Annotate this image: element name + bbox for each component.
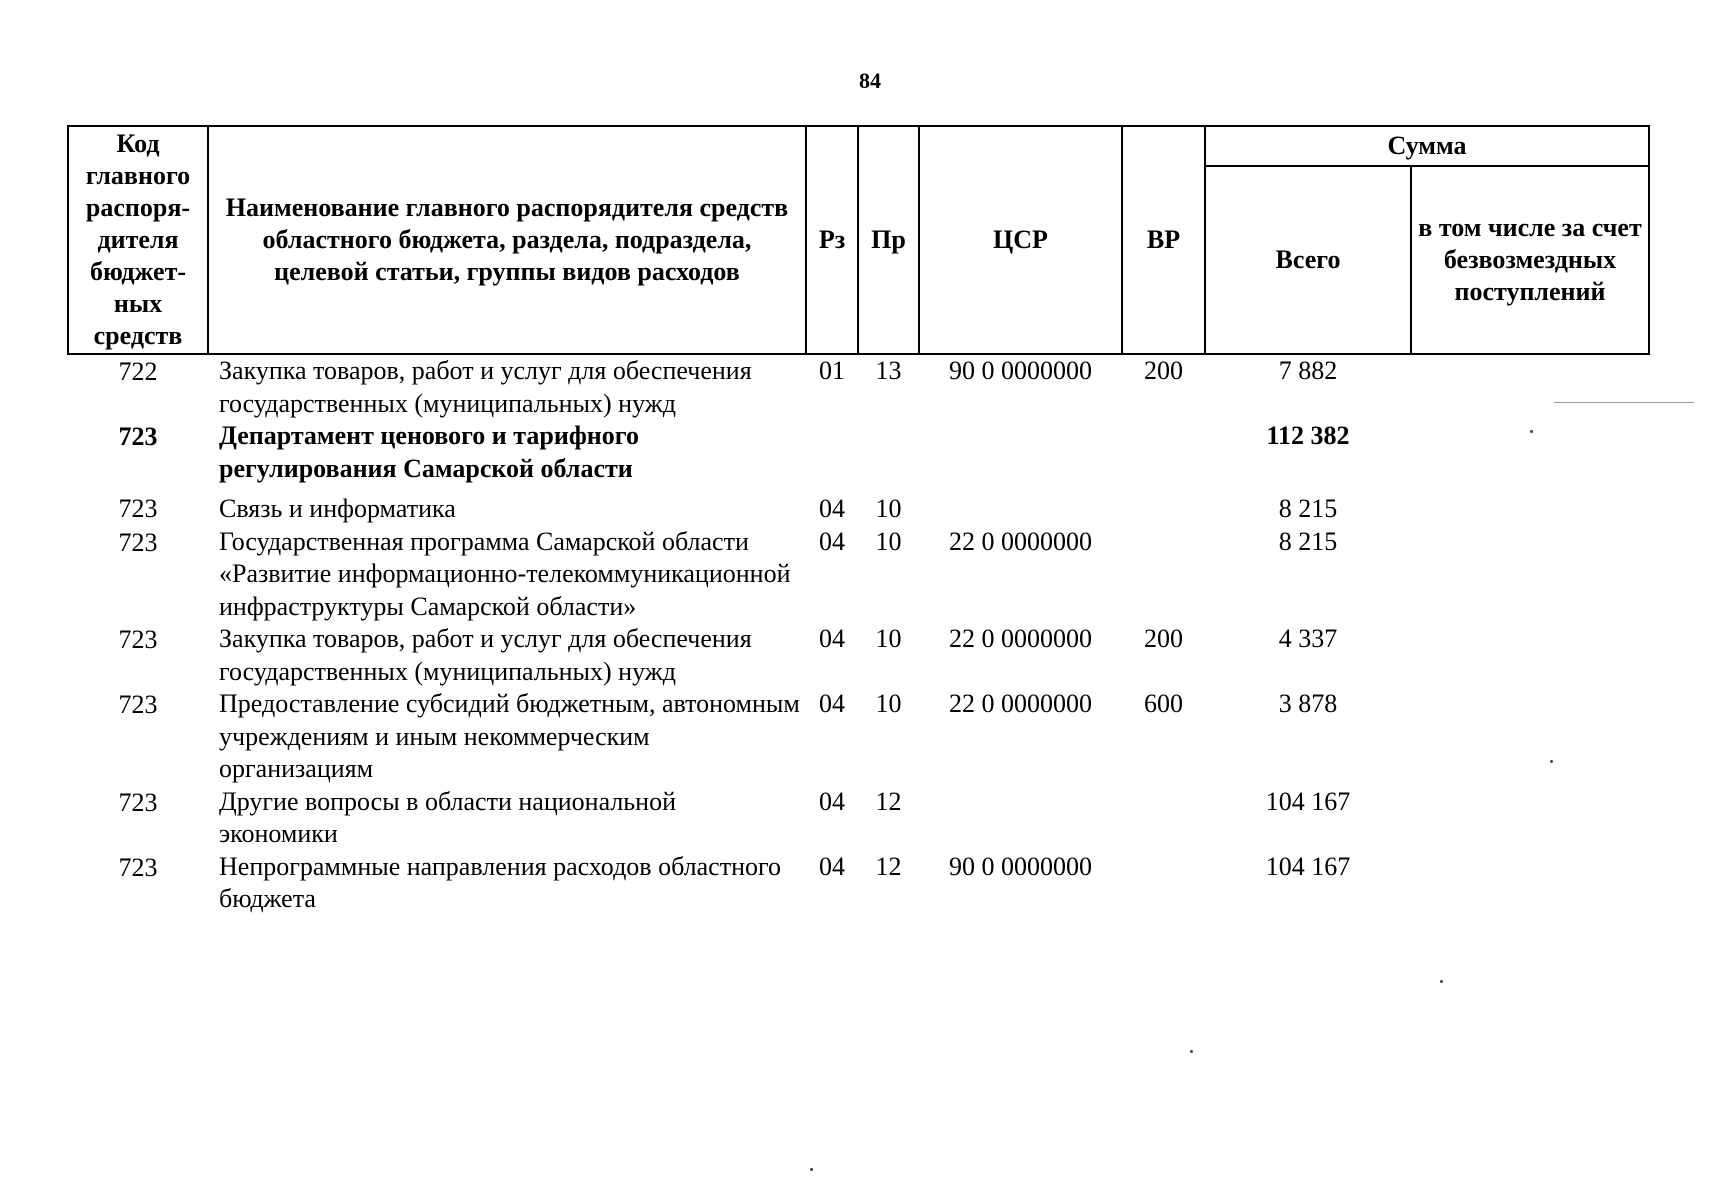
cell-pr: 10	[875, 494, 902, 523]
budget-table	[67, 125, 1650, 916]
cell-vr: 200	[1144, 624, 1183, 653]
cell-code: 722	[118, 357, 158, 386]
cell-rz: 04	[819, 851, 845, 881]
table-row	[68, 354, 1649, 420]
cell-vr	[1122, 786, 1205, 851]
cell-rz: 04	[819, 624, 845, 653]
margin-mark	[1554, 402, 1694, 403]
cell-grants	[1411, 526, 1649, 624]
cell-total: 112 382	[1266, 421, 1350, 450]
cell-code: 723	[118, 625, 158, 654]
cell-name: Другие вопросы в области национальной экономики	[219, 786, 676, 848]
header-rz: Рз	[806, 126, 858, 354]
cell-pr: 10	[875, 624, 902, 653]
header-sum: Сумма	[1205, 126, 1649, 166]
cell-code: 723	[118, 494, 158, 523]
cell-csr: 22 0 0000000	[949, 624, 1092, 653]
cell-rz: 04	[819, 689, 845, 718]
cell-rz	[806, 420, 858, 485]
table-row	[68, 786, 1649, 851]
cell-rz: 01	[819, 356, 845, 385]
cell-name: Закупка товаров, работ и услуг для обеспечения государственных (муниципальных) нужд	[219, 624, 752, 686]
cell-vr	[1122, 485, 1205, 526]
cell-csr: 90 0 0000000	[949, 851, 1092, 881]
header-pr: Пр	[858, 126, 919, 354]
header-grants: в том числе за счет безвозмездных поступлений	[1411, 166, 1649, 354]
scan-speck	[810, 1168, 813, 1171]
cell-grants	[1411, 786, 1649, 851]
cell-csr	[919, 786, 1122, 851]
cell-total: 104 167	[1265, 786, 1351, 816]
cell-code: 723	[118, 690, 158, 719]
cell-name: Государственная программа Самарской области «Развитие информационно-телекоммуникационной инфраструктуры Самарской области»	[219, 526, 791, 621]
cell-total: 7 882	[1278, 356, 1338, 385]
table-row	[68, 623, 1649, 688]
table-header	[68, 126, 1649, 354]
cell-csr: 22 0 0000000	[949, 689, 1092, 718]
cell-grants	[1411, 485, 1649, 526]
cell-csr	[919, 485, 1122, 526]
cell-grants	[1411, 688, 1649, 786]
cell-name: Связь и информатика	[219, 494, 456, 523]
table-row	[68, 688, 1649, 786]
scan-speck	[1550, 760, 1553, 763]
table-row	[68, 485, 1649, 526]
cell-rz: 04	[819, 786, 845, 816]
cell-grants	[1411, 851, 1649, 916]
cell-grants	[1411, 354, 1649, 420]
cell-pr: 10	[875, 526, 902, 556]
scan-speck	[1440, 980, 1443, 983]
cell-name: Закупка товаров, работ и услуг для обеспечения государственных (муниципальных) нужд	[219, 356, 752, 418]
cell-code: 723	[118, 852, 158, 882]
table-row	[68, 420, 1649, 485]
page-number: 84	[859, 68, 881, 93]
cell-pr: 12	[875, 851, 902, 881]
cell-total: 3 878	[1278, 689, 1338, 718]
cell-rz: 04	[819, 494, 845, 523]
cell-total: 8 215	[1278, 526, 1338, 556]
table-row	[68, 526, 1649, 624]
cell-total: 4 337	[1278, 624, 1338, 653]
cell-vr	[1122, 851, 1205, 916]
cell-vr: 200	[1144, 356, 1183, 385]
cell-pr: 13	[875, 356, 902, 385]
scan-speck	[1190, 1050, 1193, 1053]
cell-vr: 600	[1144, 689, 1183, 718]
cell-csr: 90 0 0000000	[949, 356, 1092, 385]
cell-pr: 12	[875, 786, 902, 816]
cell-pr: 10	[875, 689, 902, 718]
header-total: Всего	[1205, 166, 1411, 354]
cell-name: Департамент ценового и тарифного регулирования Самарской области	[219, 421, 639, 483]
table-body	[68, 354, 1649, 916]
cell-vr	[1122, 420, 1205, 485]
cell-code: 723	[118, 527, 158, 557]
cell-name: Непрограммные направления расходов областного бюджета	[219, 851, 781, 913]
cell-pr	[858, 420, 919, 485]
scan-speck	[1530, 430, 1533, 433]
cell-name: Предоставление субсидий бюджетным, автономным учреждениям и иным некоммерческим организациям	[219, 689, 800, 783]
header-csr: ЦСР	[919, 126, 1122, 354]
cell-rz: 04	[819, 526, 845, 556]
header-name: Наименование главного распорядителя средств областного бюджета, раздела, подраздела, целевой статьи, группы видов расходов	[208, 126, 806, 354]
cell-vr	[1122, 526, 1205, 624]
cell-code: 723	[118, 787, 158, 817]
cell-code: 723	[118, 422, 158, 451]
cell-csr: 22 0 0000000	[949, 526, 1092, 556]
header-code: Код главного распоря-дителя бюджет-ных средств	[68, 126, 208, 354]
cell-total: 104 167	[1265, 851, 1351, 881]
table-row	[68, 851, 1649, 916]
cell-csr	[919, 420, 1122, 485]
header-vr: ВР	[1122, 126, 1205, 354]
cell-total: 8 215	[1278, 494, 1338, 523]
cell-grants	[1411, 623, 1649, 688]
